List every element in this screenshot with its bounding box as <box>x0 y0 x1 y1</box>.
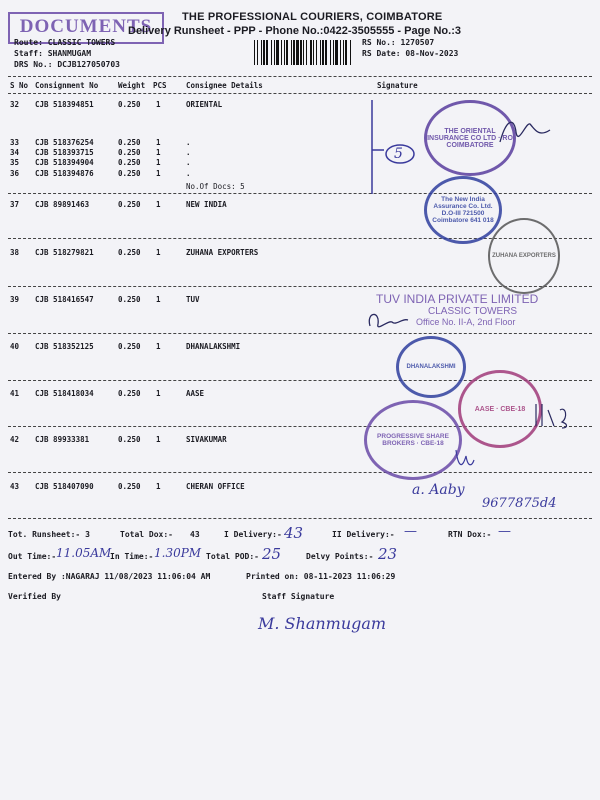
barcode <box>254 40 354 65</box>
row-pcs: 1 <box>156 295 161 304</box>
verified-by: Verified By <box>8 592 61 601</box>
aase-signature <box>532 400 572 430</box>
row-consignee: DHANALAKSHMI <box>186 342 241 351</box>
delvy-points-label: Delvy Points:- <box>306 552 374 561</box>
new-india-stamp: The New India Assurance Co. Ltd. D.O-III 721500 Coimbatore 641 018 <box>424 176 502 244</box>
ii-delivery-value: — <box>404 524 417 539</box>
staff-label: Staff: SHANMUGAM <box>14 49 92 58</box>
header-rule-bottom <box>8 93 592 94</box>
row-weight: 0.250 <box>118 389 141 398</box>
phone-handwritten: 9677875d4 <box>482 496 557 511</box>
row-rule <box>8 193 592 194</box>
progressive-stamp: PROGRESSIVE SHARE BROKERS · CBE-18 <box>364 400 462 480</box>
staff-signature-label: Staff Signature <box>262 592 335 601</box>
dhanalakshmi-stamp: DHANALAKSHMI <box>396 336 466 398</box>
row-sno: 37 <box>10 200 20 209</box>
row-consignment: CJB 518376254 <box>35 138 94 147</box>
row-consignee: TUV <box>186 295 200 304</box>
rs-number: RS No.: 1270507 <box>362 38 435 47</box>
i-delivery-label: I Delivery:- <box>224 530 282 539</box>
i-delivery-value: 43 <box>284 524 304 542</box>
row-consignee: ORIENTAL <box>186 100 223 109</box>
row-weight: 0.250 <box>118 482 141 491</box>
total-dox-value: 43 <box>190 530 200 539</box>
row-weight: 0.250 <box>118 169 141 178</box>
rtn-dox-value: — <box>498 524 511 539</box>
row-sno: 35 <box>10 158 20 167</box>
row-sno: 32 <box>10 100 20 109</box>
row-consignee: . <box>186 158 191 167</box>
row-pcs: 1 <box>156 100 161 109</box>
row-weight: 0.250 <box>118 158 141 167</box>
row-consignee: SIVAKUMAR <box>186 435 227 444</box>
row-sno: 36 <box>10 169 20 178</box>
row-pcs: 1 <box>156 200 161 209</box>
no-of-docs: No.Of Docs: 5 <box>186 182 245 191</box>
row-consignment: CJB 518394851 <box>35 100 94 109</box>
col-signature: Signature <box>377 81 418 90</box>
row-consignment: CJB 518394876 <box>35 169 94 178</box>
col-pcs: PCS <box>153 81 167 90</box>
row-pcs: 1 <box>156 435 161 444</box>
in-time-value: 1.30PM <box>154 546 202 560</box>
row-pcs: 1 <box>156 169 161 178</box>
row-pcs: 1 <box>156 482 161 491</box>
cheran-signature: a. Aaby <box>412 482 465 498</box>
row-consignee: AASE <box>186 389 205 398</box>
oriental-stamp: THE ORIENTAL INSURANCE CO LTD · RO COIMBATORE <box>424 100 516 176</box>
row-pcs: 1 <box>156 158 161 167</box>
tot-runsheet: Tot. Runsheet:- 3 <box>8 530 90 539</box>
total-dox-label: Total Dox:- <box>120 530 173 539</box>
bracket-mark <box>362 98 422 198</box>
row-weight: 0.250 <box>118 148 141 157</box>
runsheet-subtitle: Delivery Runsheet - PPP - Phone No.:0422-3505555 - Page No.:3 <box>128 25 461 37</box>
col-sno: S No <box>10 81 29 90</box>
delvy-points-value: 23 <box>378 545 398 563</box>
printed-on: Printed on: 08-11-2023 11:06:29 <box>246 572 396 581</box>
row-consignee: NEW INDIA <box>186 200 227 209</box>
row-consignee: . <box>186 169 191 178</box>
row-consignee: . <box>186 138 191 147</box>
aase-stamp: AASE · CBE-18 <box>458 370 542 448</box>
zuhana-stamp: ZUHANA EXPORTERS <box>488 218 560 294</box>
row-consignment: CJB 518394904 <box>35 158 94 167</box>
row-weight: 0.250 <box>118 248 141 257</box>
row-weight: 0.250 <box>118 342 141 351</box>
col-consignee: Consignee Details <box>186 81 263 90</box>
row-consignment: CJB 89933381 <box>35 435 90 444</box>
staff-signature: M. Shanmugam <box>258 614 387 633</box>
row-sno: 33 <box>10 138 20 147</box>
company-title: THE PROFESSIONAL COURIERS, COIMBATORE <box>182 11 443 23</box>
row-weight: 0.250 <box>118 435 141 444</box>
total-pod-value: 25 <box>262 545 282 563</box>
row-sno: 34 <box>10 148 20 157</box>
header-rule-top <box>8 76 592 77</box>
route-label: Route: CLASSIC TOWERS <box>14 38 116 47</box>
drs-number: DRS No.: DCJB127050703 <box>14 60 120 69</box>
row-pcs: 1 <box>156 138 161 147</box>
table-rule-bottom <box>8 518 592 519</box>
bracket-count: 5 <box>394 146 403 162</box>
row-pcs: 1 <box>156 248 161 257</box>
row-consignment: CJB 518416547 <box>35 295 94 304</box>
row-sno: 39 <box>10 295 20 304</box>
col-consignment: Consignment No <box>35 81 99 90</box>
row-weight: 0.250 <box>118 295 141 304</box>
row-weight: 0.250 <box>118 200 141 209</box>
row-consignment: CJB 518279821 <box>35 248 94 257</box>
sivakumar-signature <box>452 446 478 474</box>
row-pcs: 1 <box>156 342 161 351</box>
row-consignee: CHERAN OFFICE <box>186 482 245 491</box>
row-consignment: CJB 518418034 <box>35 389 94 398</box>
row-sno: 40 <box>10 342 20 351</box>
rs-date: RS Date: 08-Nov-2023 <box>362 49 459 58</box>
row-rule <box>8 333 592 334</box>
oriental-signature <box>496 112 556 152</box>
row-rule <box>8 472 592 473</box>
row-consignee: ZUHANA EXPORTERS <box>186 248 259 257</box>
row-consignment: CJB 89891463 <box>35 200 90 209</box>
row-consignee: . <box>186 148 191 157</box>
row-sno: 43 <box>10 482 20 491</box>
row-pcs: 1 <box>156 389 161 398</box>
row-weight: 0.250 <box>118 100 141 109</box>
row-sno: 41 <box>10 389 20 398</box>
row-consignment: CJB 518407090 <box>35 482 94 491</box>
ii-delivery-label: II Delivery:- <box>332 530 395 539</box>
out-time-label: Out Time:- <box>8 552 57 561</box>
out-time-value: 11.05AM <box>56 546 112 560</box>
row-weight: 0.250 <box>118 138 141 147</box>
row-sno: 38 <box>10 248 20 257</box>
row-pcs: 1 <box>156 148 161 157</box>
col-weight: Weight <box>118 81 146 90</box>
row-consignment: CJB 518393715 <box>35 148 94 157</box>
row-sno: 42 <box>10 435 20 444</box>
rtn-dox-label: RTN Dox:- <box>448 530 492 539</box>
tuv-signature <box>364 306 414 336</box>
total-pod-label: Total POD:- <box>206 552 259 561</box>
in-time-label: In Time:- <box>110 552 154 561</box>
tuv-stamp: TUV INDIA PRIVATE LIMITED CLASSIC TOWERS Office No. II-A, 2nd Floor <box>376 292 539 327</box>
entered-by: Entered By :NAGARAJ 11/08/2023 11:06:04 AM <box>8 572 211 581</box>
documents-stamp: DOCUMENTS <box>8 12 164 44</box>
row-consignment: CJB 518352125 <box>35 342 94 351</box>
